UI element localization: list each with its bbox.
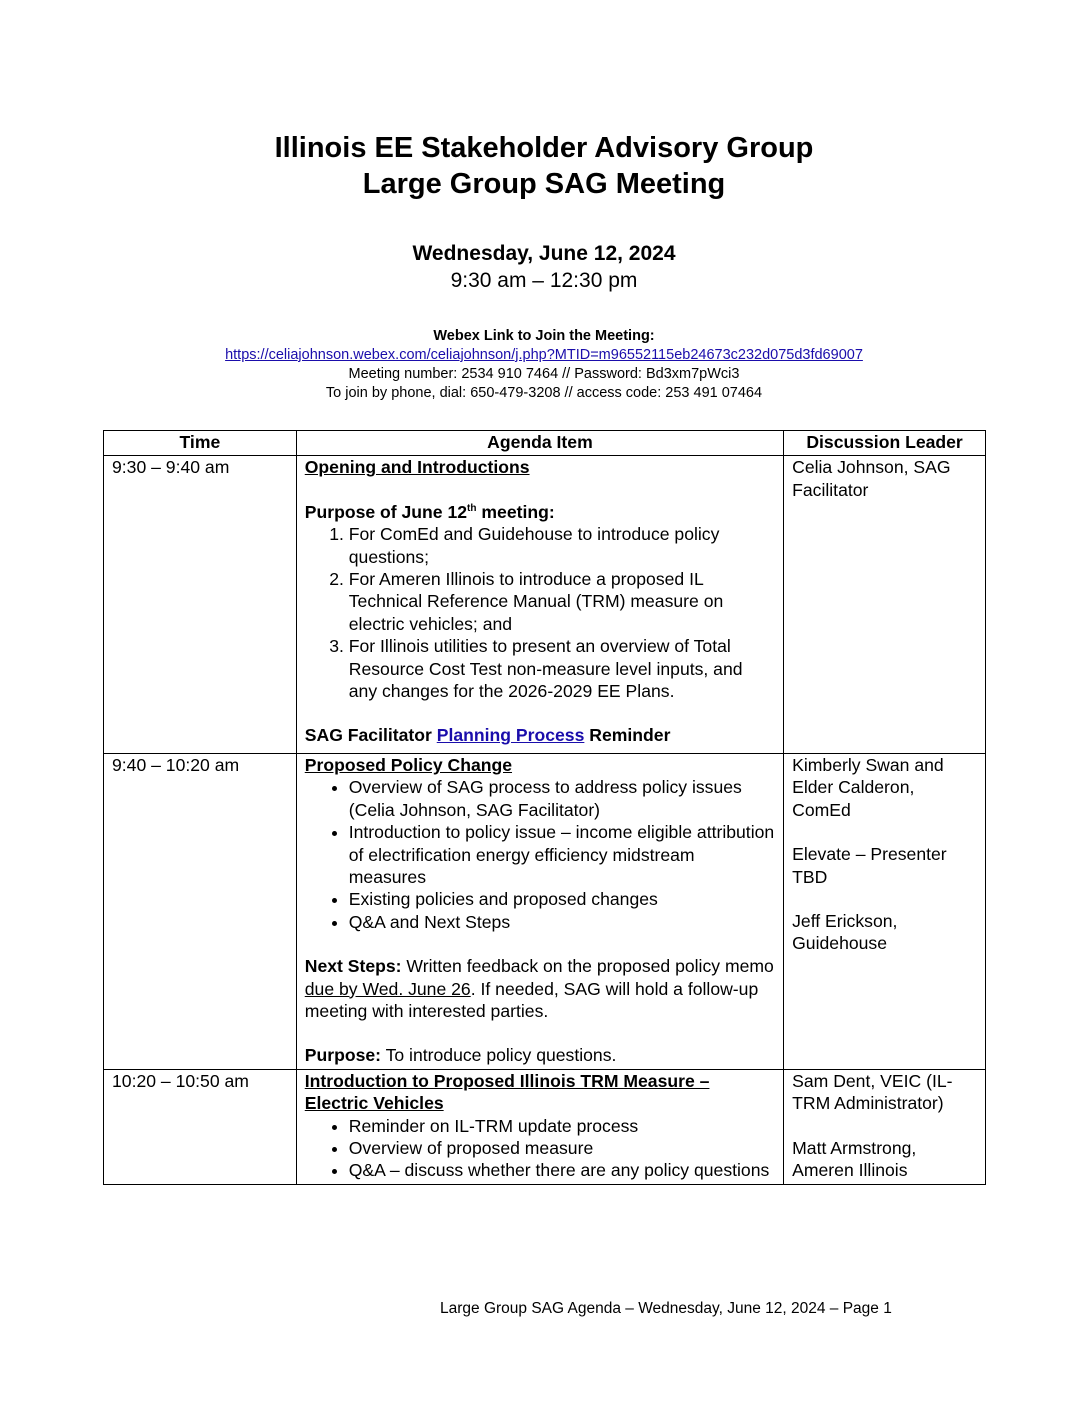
leader-name: Kimberly Swan and Elder Calderon, ComEd xyxy=(792,754,944,820)
row-time: 9:30 – 9:40 am xyxy=(104,456,297,753)
leader-name: Matt Armstrong, Ameren Illinois xyxy=(792,1137,917,1180)
webex-link[interactable]: https://celiajohnson.webex.com/celiajohnson/j.php?MTID=m96552115eb24673c232d075d3fd69007 xyxy=(225,347,863,363)
row-time: 10:20 – 10:50 am xyxy=(104,1069,297,1184)
list-item: • Introduction to policy issue – income eligible attribution of electrification energy efficiency midstream measures xyxy=(349,821,775,888)
list-item: • Overview of proposed measure xyxy=(349,1137,775,1159)
list-item: 1. For ComEd and Guidehouse to introduce policy questions; xyxy=(349,523,775,568)
title-line-1: Illinois EE Stakeholder Advisory Group xyxy=(274,132,814,164)
row-leader xyxy=(784,753,986,1069)
webex-info xyxy=(0,327,1088,403)
phone-info: To join by phone, dial: 650-479-3208 // access code: 253 491 07464 xyxy=(325,385,763,401)
leader-name: Jeff Erickson, Guidehouse xyxy=(792,910,898,954)
reminder-line: SAG Facilitator Planning Process Reminder xyxy=(304,725,671,746)
row-agenda-item xyxy=(296,753,783,1069)
meeting-time: 9:30 am – 12:30 pm xyxy=(450,269,638,292)
row-agenda-item xyxy=(296,456,783,753)
leader-name: Elevate – Presenter TBD xyxy=(792,844,947,887)
agenda-table xyxy=(103,430,986,1185)
page-footer: Large Group SAG Agenda – Wednesday, June 12, 2024 – Page 1 xyxy=(440,1300,892,1317)
header-time: Time xyxy=(104,431,297,456)
meeting-number: Meeting number: 2534 910 7464 // Password: Bd3xm7pWci3 xyxy=(348,366,740,382)
meeting-date: Wednesday, June 12, 2024 xyxy=(412,242,676,265)
list-item: • Reminder on IL-TRM update process xyxy=(349,1115,775,1137)
item-title: Opening and Introductions xyxy=(304,457,530,478)
row-leader: Celia Johnson, SAG Facilitator xyxy=(784,456,986,753)
table-row xyxy=(104,753,986,1069)
purpose-list xyxy=(305,523,775,702)
header-agenda-item: Agenda Item xyxy=(296,431,783,456)
row-leader xyxy=(784,1069,986,1184)
list-item: • Overview of SAG process to address policy issues (Celia Johnson, SAG Facilitator) xyxy=(349,776,775,821)
row-agenda-item xyxy=(296,1069,783,1184)
row-time: 9:40 – 10:20 am xyxy=(104,753,297,1069)
list-item: • Q&A and Next Steps xyxy=(349,911,775,933)
list-item: 3. For Illinois utilities to present an overview of Total Resource Cost Test non-measure level inputs, and any changes for the 2026-2029 EE Plans. xyxy=(349,635,775,702)
bullet-list xyxy=(305,776,775,933)
header-discussion-leader: Discussion Leader xyxy=(784,431,986,456)
next-steps: Next Steps: Written feedback on the proposed policy memo due by Wed. June 26. If needed, SAG will hold a follow-up meeting with interested parties. xyxy=(304,956,774,1021)
purpose-heading: Purpose of June 12th meeting: xyxy=(304,501,555,522)
table-row xyxy=(104,456,986,753)
table-header-row xyxy=(104,431,986,456)
item-title: Introduction to Proposed Illinois TRM Measure – Electric Vehicles xyxy=(304,1070,710,1114)
leader-name: Sam Dent, VEIC (IL-TRM Administrator) xyxy=(792,1070,953,1114)
webex-label: Webex Link to Join the Meeting: xyxy=(433,328,655,344)
list-item: 2. For Ameren Illinois to introduce a proposed IL Technical Reference Manual (TRM) measure on electric vehicles; and xyxy=(349,568,775,635)
list-item: • Existing policies and proposed changes xyxy=(349,888,775,910)
list-item: • Q&A – discuss whether there are any policy questions xyxy=(349,1159,775,1181)
bullet-list xyxy=(305,1115,775,1182)
planning-process-link[interactable]: Planning Process xyxy=(436,725,585,746)
title-line-2: Large Group SAG Meeting xyxy=(362,168,726,200)
purpose-line: Purpose: To introduce policy questions. xyxy=(304,1045,617,1066)
item-title: Proposed Policy Change xyxy=(304,754,513,775)
table-row xyxy=(104,1069,986,1184)
